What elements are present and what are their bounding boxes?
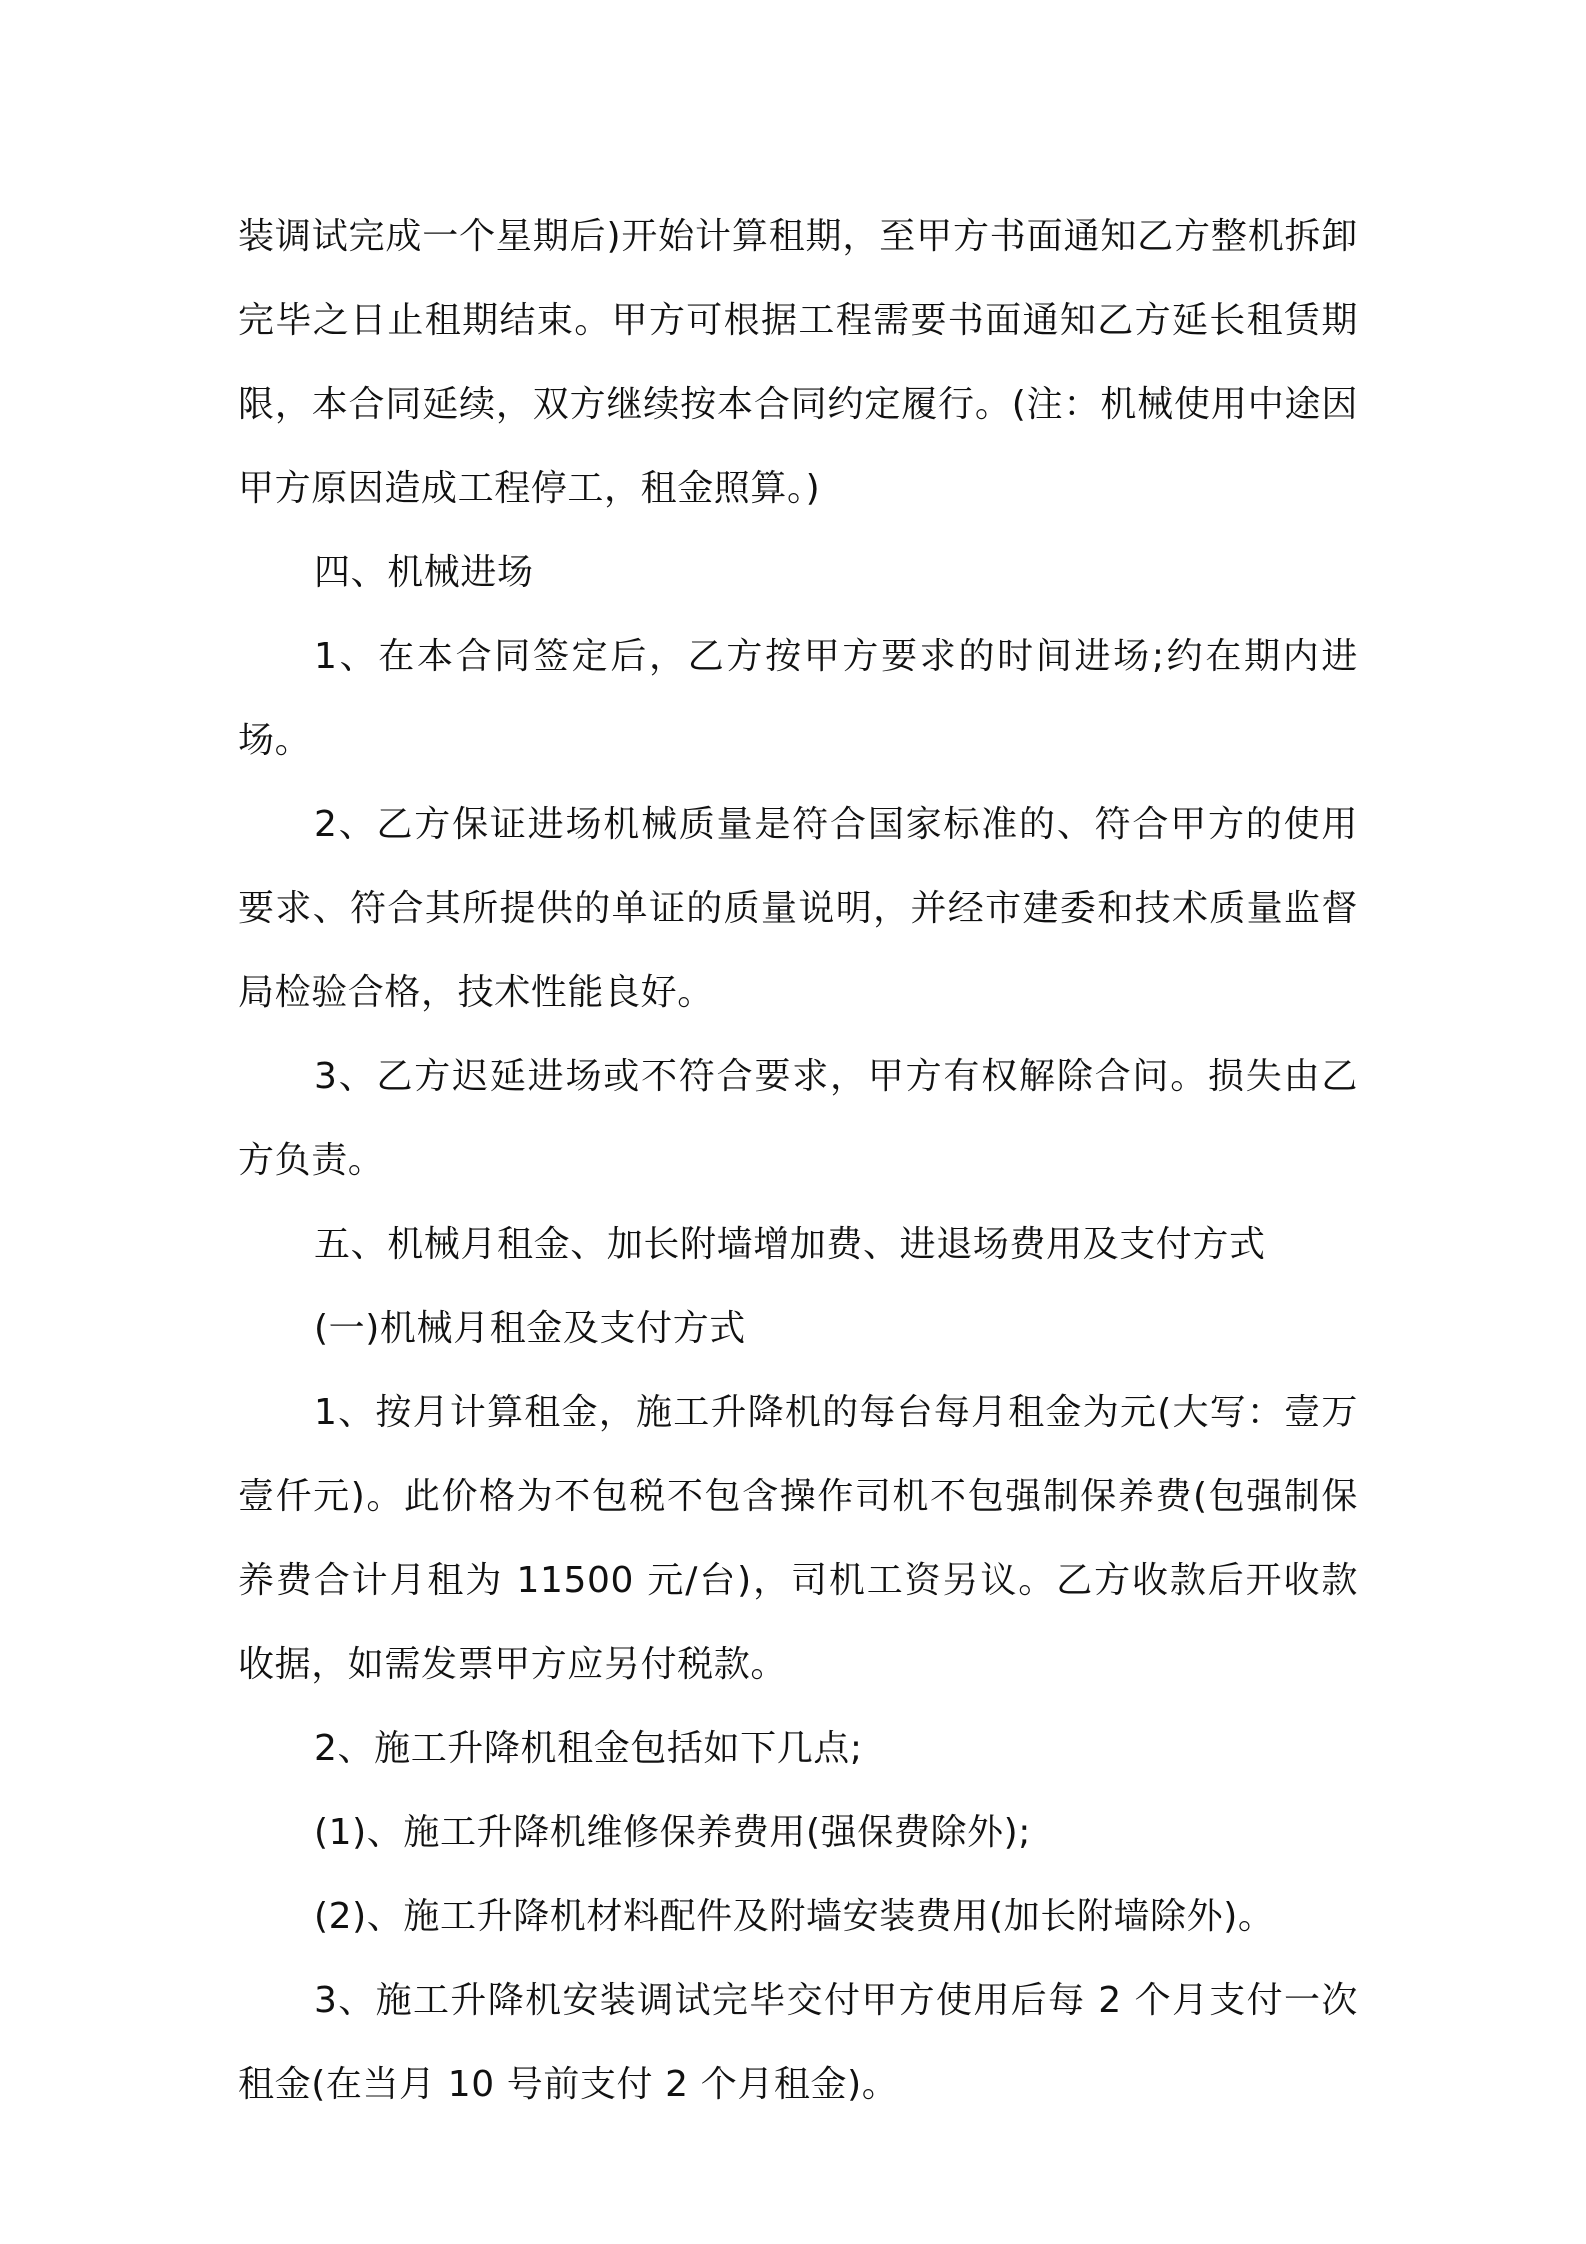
paragraph-delay-penalty: 3、乙方迟延进场或不符合要求，甲方有权解除合问。损失由乙方负责。 [238,1056,1358,1181]
paragraph-monthly-rent-amount: 1、按月计算租金，施工升降机的每台每月租金为元(大写：壹万壹仟元)。此价格为不包税不包含操作司机不包强制保养费(包强制保养费合计月租为 11500 元/台)，司机工资另议。乙方收款后开收款收据，如需发票甲方应另付税款。 [238,1392,1358,1685]
heading-rent-and-payment: 五、机械月租金、加长附墙增加费、进退场费用及支付方式 [314,1224,1266,1265]
paragraph-rent-includes: 2、施工升降机租金包括如下几点; [314,1728,863,1769]
paragraph-entry-time: 1、在本合同签定后，乙方按甲方要求的时间进场;约在期内进场。 [238,636,1358,761]
document-body [238,195,1358,2127]
list-item-parts-installation: (2)、施工升降机材料配件及附墙安装费用(加长附墙除外)。 [314,1896,1275,1937]
paragraph-lease-term: 装调试完成一个星期后)开始计算租期，至甲方书面通知乙方整机拆卸完毕之日止租期结束。甲方可根据工程需要书面通知乙方延长租赁期限，本合同延续，双方继续按本合同约定履行。(注：机械使用中途因甲方原因造成工程停工，租金照算。) [238,216,1358,509]
heading-machine-entry: 四、机械进场 [314,552,534,593]
subheading-monthly-rent: (一)机械月租金及支付方式 [314,1308,746,1349]
paragraph-quality-guarantee: 2、乙方保证进场机械质量是符合国家标准的、符合甲方的使用要求、符合其所提供的单证的质量说明，并经市建委和技术质量监督局检验合格，技术性能良好。 [238,804,1358,1013]
list-item-maintenance: (1)、施工升降机维修保养费用(强保费除外); [314,1812,1032,1853]
paragraph-payment-schedule: 3、施工升降机安装调试完毕交付甲方使用后每 2 个月支付一次租金(在当月 10 号前支付 2 个月租金)。 [238,1980,1358,2105]
